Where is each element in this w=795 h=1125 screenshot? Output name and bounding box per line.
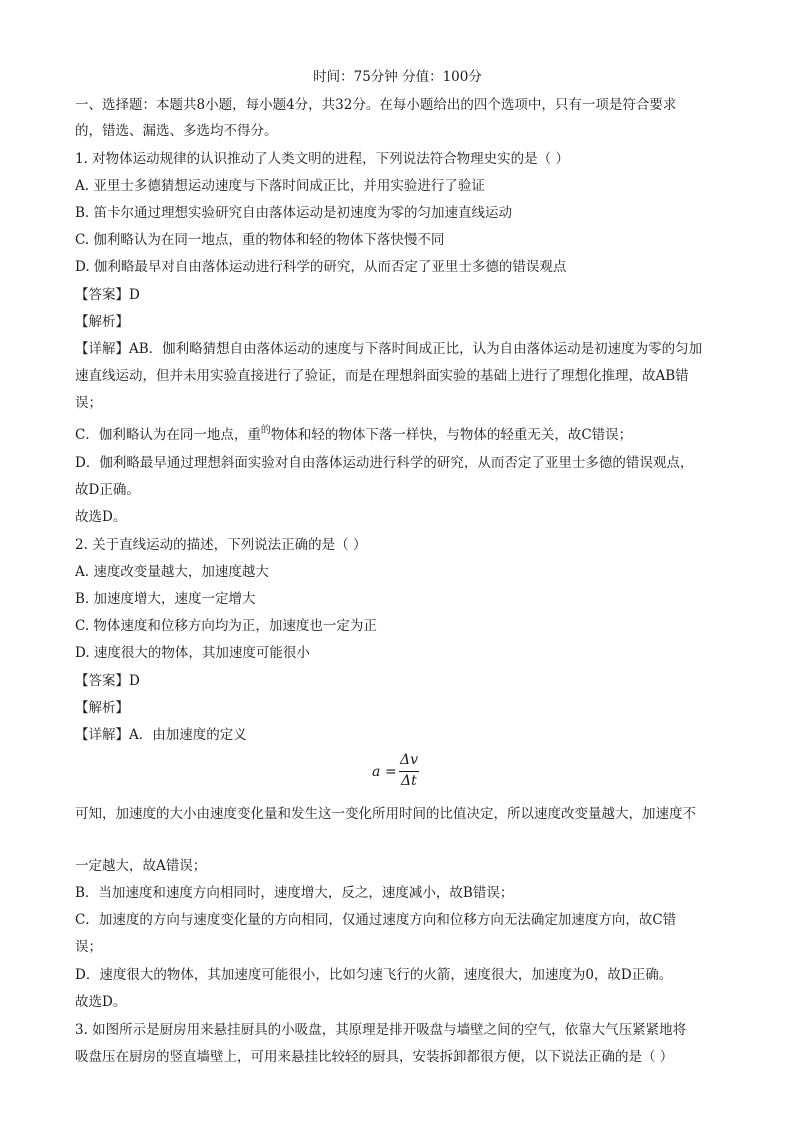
- section-instruction-line-2: 的，错选、漏选、多选均不得分。: [75, 123, 278, 139]
- q2-detail-b: B．当加速度和速度方向相同时，速度增大，反之，速度减小，故B错误；: [75, 885, 514, 901]
- q1-option-b: B. 笛卡尔通过理想实验研究自由落体运动是初速度为零的匀加速直线运动: [75, 205, 513, 221]
- q2-option-a: A. 速度改变量越大，加速度越大: [75, 564, 269, 580]
- q1-detail-line-2: 速直线运动，但并未用实验直接进行了验证，而是在理想斜面实验的基础上进行了理想化推理，故AB错: [75, 368, 689, 384]
- q2-detail-line-2: 可知，加速度的大小由速度变化量和发生这一变化所用时间的比值决定，所以速度改变量越大，加速度不: [75, 806, 696, 822]
- formula-equals: =: [385, 764, 397, 780]
- formula-fraction-bar: [399, 771, 419, 772]
- section-instruction-line-1: 一、选择题：本题共8小题，每小题4分，共32分。在每小题给出的四个选项中，只有一项是符合要求: [75, 97, 677, 113]
- q2-option-b: B. 加速度增大，速度一定增大: [75, 591, 256, 607]
- q2-detail-c-line-1: C．加速度的方向与速度变化量的方向相同，仅通过速度方向和位移方向无法确定加速度方向，故C错: [75, 912, 677, 928]
- q3-stem-line-2: 吸盘压在厨房的竖直墙壁上，可用来悬挂比较轻的厨具，安装拆卸都很方便，以下说法正确的是（ ）: [75, 1049, 674, 1065]
- q2-detail-line-3: 一定越大，故A错误；: [75, 858, 207, 874]
- q2-detail-line-1: 【详解】A．由加速度的定义: [75, 727, 247, 743]
- q1-stem: 1. 对物体运动规律的认识推动了人类文明的进程，下列说法符合物理史实的是（ ）: [75, 151, 569, 167]
- q1-answer: 【答案】D: [75, 287, 140, 303]
- q2-option-c: C. 物体速度和位移方向均为正，加速度也一定为正: [75, 618, 377, 634]
- q2-stem: 2. 关于直线运动的描述，下列说法正确的是（ ）: [75, 537, 367, 553]
- q2-option-d: D. 速度很大的物体，其加速度可能很小: [75, 645, 310, 661]
- formula-lhs: a: [372, 764, 381, 780]
- formula-denominator: Δt: [401, 773, 417, 789]
- q1-option-a: A. 亚里士多德猜想运动速度与下落时间成正比，并用实验进行了验证: [75, 178, 485, 194]
- q1-detail-c-part2: 物体和轻的物体下落一样快，与物体的轻重无关，故C错误；: [270, 427, 633, 443]
- q2-answer: 【答案】D: [75, 673, 140, 689]
- q1-detail-d-line-2: 故D正确。: [75, 482, 140, 498]
- exam-time-info: 时间：75分钟 分值：100分: [313, 69, 482, 85]
- q1-detail-c-sup: 的: [260, 425, 271, 436]
- q1-detail-line-3: 误；: [75, 395, 102, 411]
- q1-detail-c: [75, 426, 725, 446]
- q3-stem-line-1: 3. 如图所示是厨房用来悬挂厨具的小吸盘，其原理是排开吸盘与墙壁之间的空气，依靠大气压紧紧地将: [75, 1022, 687, 1038]
- q1-analysis-label: 【解析】: [75, 314, 129, 330]
- q1-option-c: C. 伽利略认为在同一地点，重的物体和轻的物体下落快慢不同: [75, 232, 445, 248]
- q2-detail-d: D．速度很大的物体，其加速度可能很小，比如匀速飞行的火箭，速度很大，加速度为0，故D正确。: [75, 967, 673, 983]
- q1-option-d: D. 伽利略最早对自由落体运动进行科学的研究，从而否定了亚里士多德的错误观点: [75, 259, 567, 275]
- q1-detail-line-1: 【详解】AB．伽利略猜想自由落体运动的速度与下落时间成正比，认为自由落体运动是初速度为零的匀加: [75, 341, 703, 357]
- acceleration-formula: [372, 752, 432, 792]
- q2-analysis-label: 【解析】: [75, 700, 129, 716]
- q1-conclusion: 故选D。: [75, 509, 127, 525]
- q2-detail-c-line-2: 误；: [75, 939, 102, 955]
- formula-numerator: Δv: [400, 752, 419, 768]
- q1-detail-c-part1: C．伽利略认为在同一地点，重: [75, 427, 261, 443]
- q1-detail-d-line-1: D．伽利略最早通过理想斜面实验对自由落体运动进行科学的研究，从而否定了亚里士多德的错误观点，: [75, 455, 694, 471]
- q2-conclusion: 故选D。: [75, 994, 127, 1010]
